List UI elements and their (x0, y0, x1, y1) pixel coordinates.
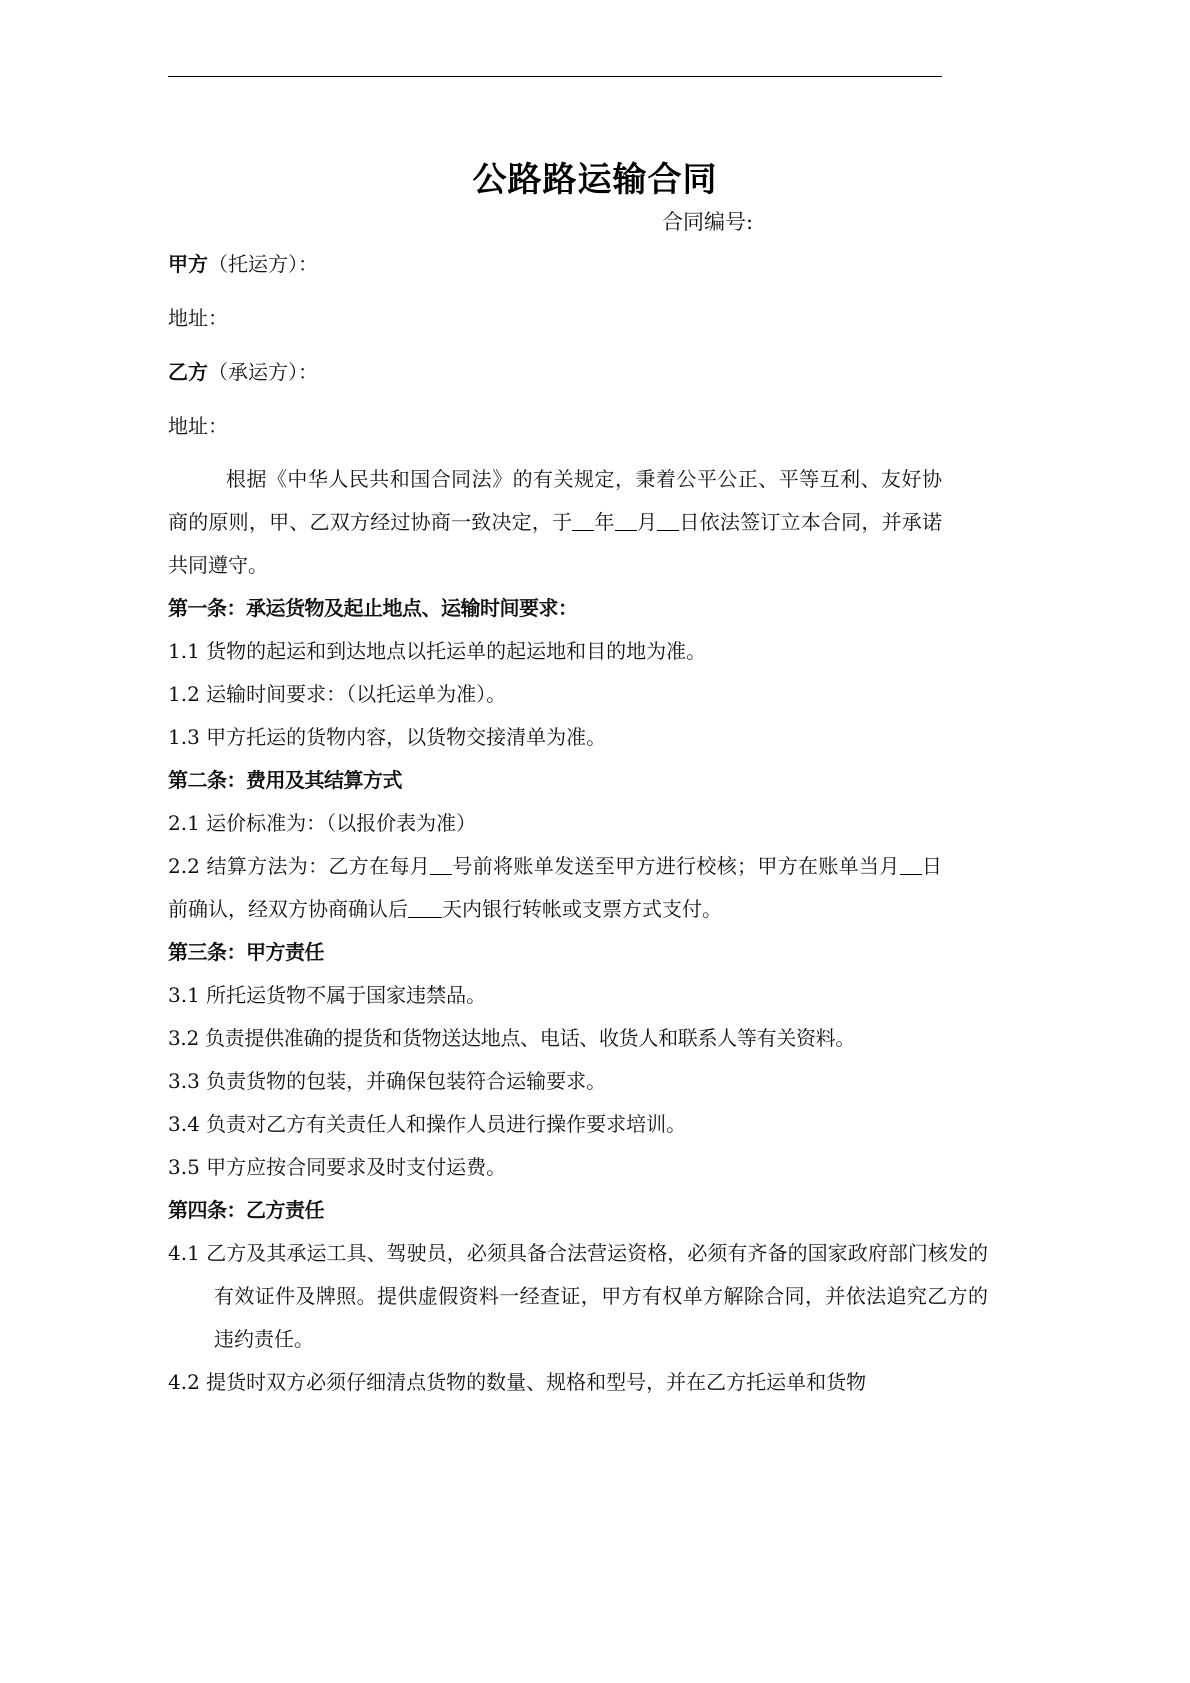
clause-3-1: 3.1 所托运货物不属于国家违禁品。 (168, 983, 487, 1007)
blank-field-confirm-day (900, 854, 922, 875)
document-title: 公路路运输合同 (472, 160, 718, 200)
preamble-paragraph (168, 458, 942, 587)
clause-3-5: 3.5 甲方应按合同要求及时支付运费。 (168, 1155, 507, 1179)
preamble-text: 根据《中华人民共和国合同法》的有关规定，秉着公平公正、平等互利、友好协商的原则，甲、乙双方经过协商一致决定，于 (168, 467, 942, 534)
clause-2-1: 2.1 运价标准为：（以报价表为准） (168, 811, 477, 835)
preamble-end: 日依法签订立本合同，并承诺共同遵守。 (168, 510, 943, 577)
section-2-heading: 第二条：费用及其结算方式 (168, 768, 402, 792)
preamble-month: 月 (636, 510, 658, 534)
party-b-role: （承运方）： (208, 360, 318, 384)
clause-2-2-text-2: 号前将账单发送至甲方进行校核；甲方在账单当月 (452, 854, 900, 878)
party-b-address: 地址： (168, 414, 228, 438)
clause-1-2: 1.2 运输时间要求：（以托运单为准）。 (168, 682, 507, 706)
blank-field-month (615, 510, 637, 531)
blank-field-payment-days (408, 897, 442, 918)
clause-2-2 (168, 845, 942, 931)
header-rule (168, 76, 942, 77)
contract-number-label: 合同编号: (662, 210, 754, 234)
clause-2-2-text-4: 天内银行转帐或支票方式支付。 (442, 897, 722, 921)
party-a-label: 甲方 (168, 252, 208, 276)
clause-3-2: 3.2 负责提供准确的提货和货物送达地点、电话、收货人和联系人等有关资料。 (168, 1026, 856, 1050)
party-b-label: 乙方 (168, 360, 208, 384)
clause-3-3: 3.3 负责货物的包装，并确保包装符合运输要求。 (168, 1069, 607, 1093)
section-3-heading: 第三条：甲方责任 (168, 940, 324, 964)
clause-4-1: 4.1 乙方及其承运工具、驾驶员，必须具备合法营运资格，必须有齐备的国家政府部门核发的有效证件及牌照。提供虚假资料一经查证，甲方有权单方解除合同，并依法追究乙方的违约责任。 (168, 1241, 988, 1351)
clause-2-2-text-1: 2.2 结算方法为：乙方在每月 (168, 854, 431, 878)
clause-1-3: 1.3 甲方托运的货物内容，以货物交接清单为准。 (168, 725, 607, 749)
clause-3-4: 3.4 负责对乙方有关责任人和操作人员进行操作要求培训。 (168, 1112, 687, 1136)
party-a-address: 地址： (168, 306, 228, 330)
clause-1-1: 1.1 货物的起运和到达地点以托运单的起运地和目的地为准。 (168, 639, 707, 663)
preamble-year: 年 (594, 510, 615, 534)
party-a-line (168, 250, 318, 278)
blank-field-bill-day (430, 854, 452, 875)
clause-4-2: 4.2 提货时双方必须仔细清点货物的数量、规格和型号，并在乙方托运单和货物 (168, 1370, 867, 1394)
section-4-heading: 第四条：乙方责任 (168, 1198, 324, 1222)
section-1-heading: 第一条：承运货物及起止地点、运输时间要求： (168, 596, 578, 620)
clause-2-2-text-3: 日前确认，经双方协商确认后 (168, 854, 943, 921)
blank-field-year (572, 510, 594, 531)
blank-field-day (657, 510, 679, 531)
party-a-role: （托运方）： (208, 252, 318, 276)
party-b-line (168, 358, 318, 386)
